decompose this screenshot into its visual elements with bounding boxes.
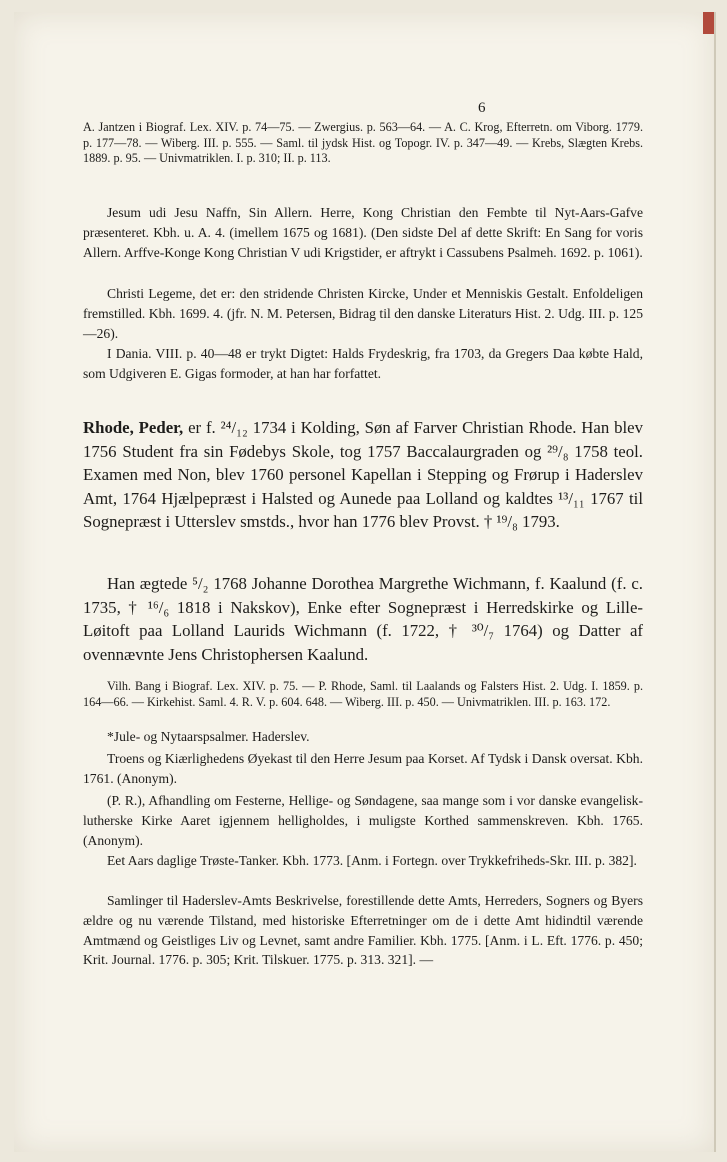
work-christi-legeme: Christi Legeme, det er: den stridende Christen Kircke, Under et Menniskis Gestalt. Enfoldeligen fremstilled. Kbh. 1699. 4. (jfr. N. M. Petersen, Bidrag til den danske Literaturs Hist. 2. Udg. III. p. 125—26).	[83, 286, 643, 341]
biography-text: er f. ²⁴/₁₂ 1734 i Kolding, Søn af Farver Christian Rhode. Han blev 1756 Student fra sin Fødebys Skole, tog 1757 Baccalaurgraden og ²⁹/₈ 1758 teol. Examen med Non, blev 1760 personel Kapellan i Stepping og Frørup i Haderslev Amt, 1764 Hjælpepræst i Halsted og Aunede paa Lolland og kaldtes ¹³/₁₁ 1767 til Sognepræst i Utterslev smstds., hvor han 1776 blev Provst. † ¹⁹/₈ 1793.	[83, 418, 643, 531]
work-samlinger-haderslev: Samlinger til Haderslev-Amts Beskrivelse, forestillende dette Amts, Herreders, Sogners og Byers ældre og nu værende Tilstand, med historiske Efterretninger om de i dette Amt hidindtil værende Amtmænd og Geistliges Liv og Levnet, samt andre Familier. Kbh. 1775. [Anm. i L. Eft. 1776. p. 450; Krit. Journal. 1776. p. 305; Krit. Tilskuer. 1775. p. 313. 321]. —	[83, 893, 643, 968]
work-jesum-udi-jesu-naffn: Jesum udi Jesu Naffn, Sin Allern. Herre, Kong Christian den Fembte til Nyt-Aars-Gafve præsenteret. Kbh. u. A. 4. (imellem 1675 og 1681). (Den sidste Del af dette Skrift: En Sang for voris Allern. Arffve-Konge Kong Christian V udi Krigstider, er aftrykt i Cassubens Psalmeh. 1692. p. 1061).	[83, 205, 643, 260]
page-number: 6	[478, 100, 486, 116]
work-jule-og-nytaarspsalmer: *Jule- og Nytaarspsalmer. Haderslev.	[107, 729, 310, 744]
note-dania: I Dania. VIII. p. 40—48 er trykt Digtet: Halds Frydeskrig, fra 1703, da Gregers Daa købte Hald, som Udgiveren E. Gigas formoder, at han har forfattet.	[83, 346, 643, 381]
work-troens-og-kiaerlighedens: Troens og Kiærlighedens Øyekast til den Herre Jesum paa Korset. Af Tydsk i Dansk oversat. Kbh. 1761. (Anonym).	[83, 751, 643, 786]
page-edge-marker	[703, 12, 714, 34]
work-eet-aars-daglige: Eet Aars daglige Trøste-Tanker. Kbh. 1773. [Anm. i Fortegn. over Trykkefriheds-Skr. III. p. 382].	[107, 853, 637, 868]
work-afhandling-om-festerne: (P. R.), Afhandling om Festerne, Hellige- og Søndagene, saa mange som i vor danske evangelisk-lutherske Kirke Aaret igjennem helligholdes, i muligste Korthed sammenskreven. Kbh. 1765. (Anonym).	[83, 793, 643, 848]
marriage-paragraph: Han ægtede ⁵/₂ 1768 Johanne Dorothea Margrethe Wichmann, f. Kaalund (f. c. 1735, † ¹⁶/₆ 1818 i Nakskov), Enke efter Sognepræst i Herredskirke og Lille-Løitoft paa Lolland Laurids Wichmann (f. 1722, † ³⁰/₇ 1764) og Datter af ovennævnte Jens Christophersen Kaalund.	[83, 574, 643, 664]
reference-note-jantzen: A. Jantzen i Biograf. Lex. XIV. p. 74—75. — Zwergius. p. 563—64. — A. C. Krog, Efterretn. om Viborg. 1779. p. 177—78. — Wiberg. III. p. 555. — Saml. til jydsk Hist. og Topogr. IV. p. 347—49. — Krebs, Slægten Krebs. 1889. p. 95. — Univmatriklen. I. p. 310; II. p. 113.	[83, 120, 643, 165]
biography-heading-name: Rhode, Peder,	[83, 418, 184, 437]
reference-note-bang: Vilh. Bang i Biograf. Lex. XIV. p. 75. — P. Rhode, Saml. til Laalands og Falsters Hist. 2. Udg. I. 1859. p. 164—66. — Kirkehist. Saml. 4. R. V. p. 604. 648. — Wiberg. III. p. 450. — Univmatriklen. III. p. 163. 172.	[83, 679, 643, 709]
biography-rhode	[83, 416, 643, 534]
